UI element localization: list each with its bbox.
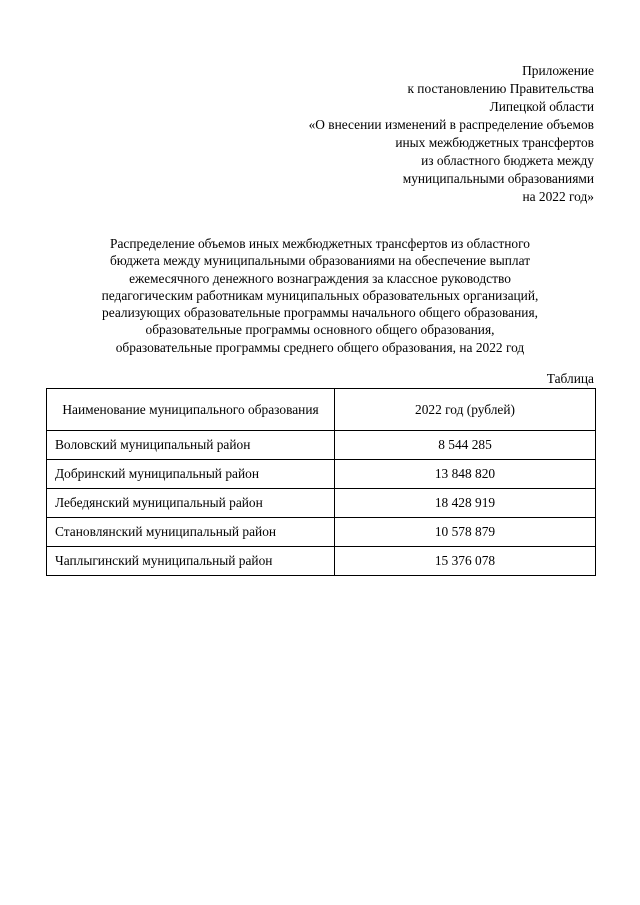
table-header-row [47,389,596,431]
amount-cell: 10 578 879 [335,518,596,547]
appendix-block [234,62,594,206]
heading-line: ежемесячного денежного вознаграждения за классное руководство [129,270,511,286]
document-heading [46,235,594,356]
amount-cell: 15 376 078 [335,547,596,576]
appendix-line: к постановлению Правительства [407,81,594,96]
amount-cell: 18 428 919 [335,489,596,518]
heading-line: бюджета между муниципальными образованиями на обеспечение выплат [109,253,531,269]
column-header-amount: 2022 год (рублей) [335,389,596,431]
heading-line: образовательные программы основного общего образования, [145,322,495,338]
table-row [47,431,596,460]
municipality-cell: Лебедянский муниципальный район [47,489,335,518]
municipality-cell: Воловский муниципальный район [47,431,335,460]
table-row [47,489,596,518]
table-row [47,547,596,576]
appendix-line: из областного бюджета между [421,153,594,168]
allocation-table [46,388,596,576]
heading-line: реализующих образовательные программы начального общего образования, [102,305,538,321]
heading-line: педагогическим работникам муниципальных образовательных организаций, [101,287,539,303]
municipality-cell: Чаплыгинский муниципальный район [47,547,335,576]
table-row [47,460,596,489]
appendix-line: «О внесении изменений в распределение объемов [308,117,594,132]
heading-line: Распределение объемов иных межбюджетных трансфертов из областного [110,236,530,251]
table-label: Таблица [546,371,594,386]
appendix-line: иных межбюджетных трансфертов [395,135,594,150]
appendix-line: на 2022 год» [522,189,594,204]
column-header-municipality: Наименование муниципального образования [47,389,335,431]
amount-cell: 8 544 285 [335,431,596,460]
appendix-line: муниципальными образованиями [402,171,594,186]
municipality-cell: Добринский муниципальный район [47,460,335,489]
municipality-cell: Становлянский муниципальный район [47,518,335,547]
appendix-line: Липецкой области [489,99,594,114]
heading-line: образовательные программы среднего общего образования, на 2022 год [115,339,525,355]
appendix-line: Приложение [522,63,594,78]
table-row [47,518,596,547]
amount-cell: 13 848 820 [335,460,596,489]
